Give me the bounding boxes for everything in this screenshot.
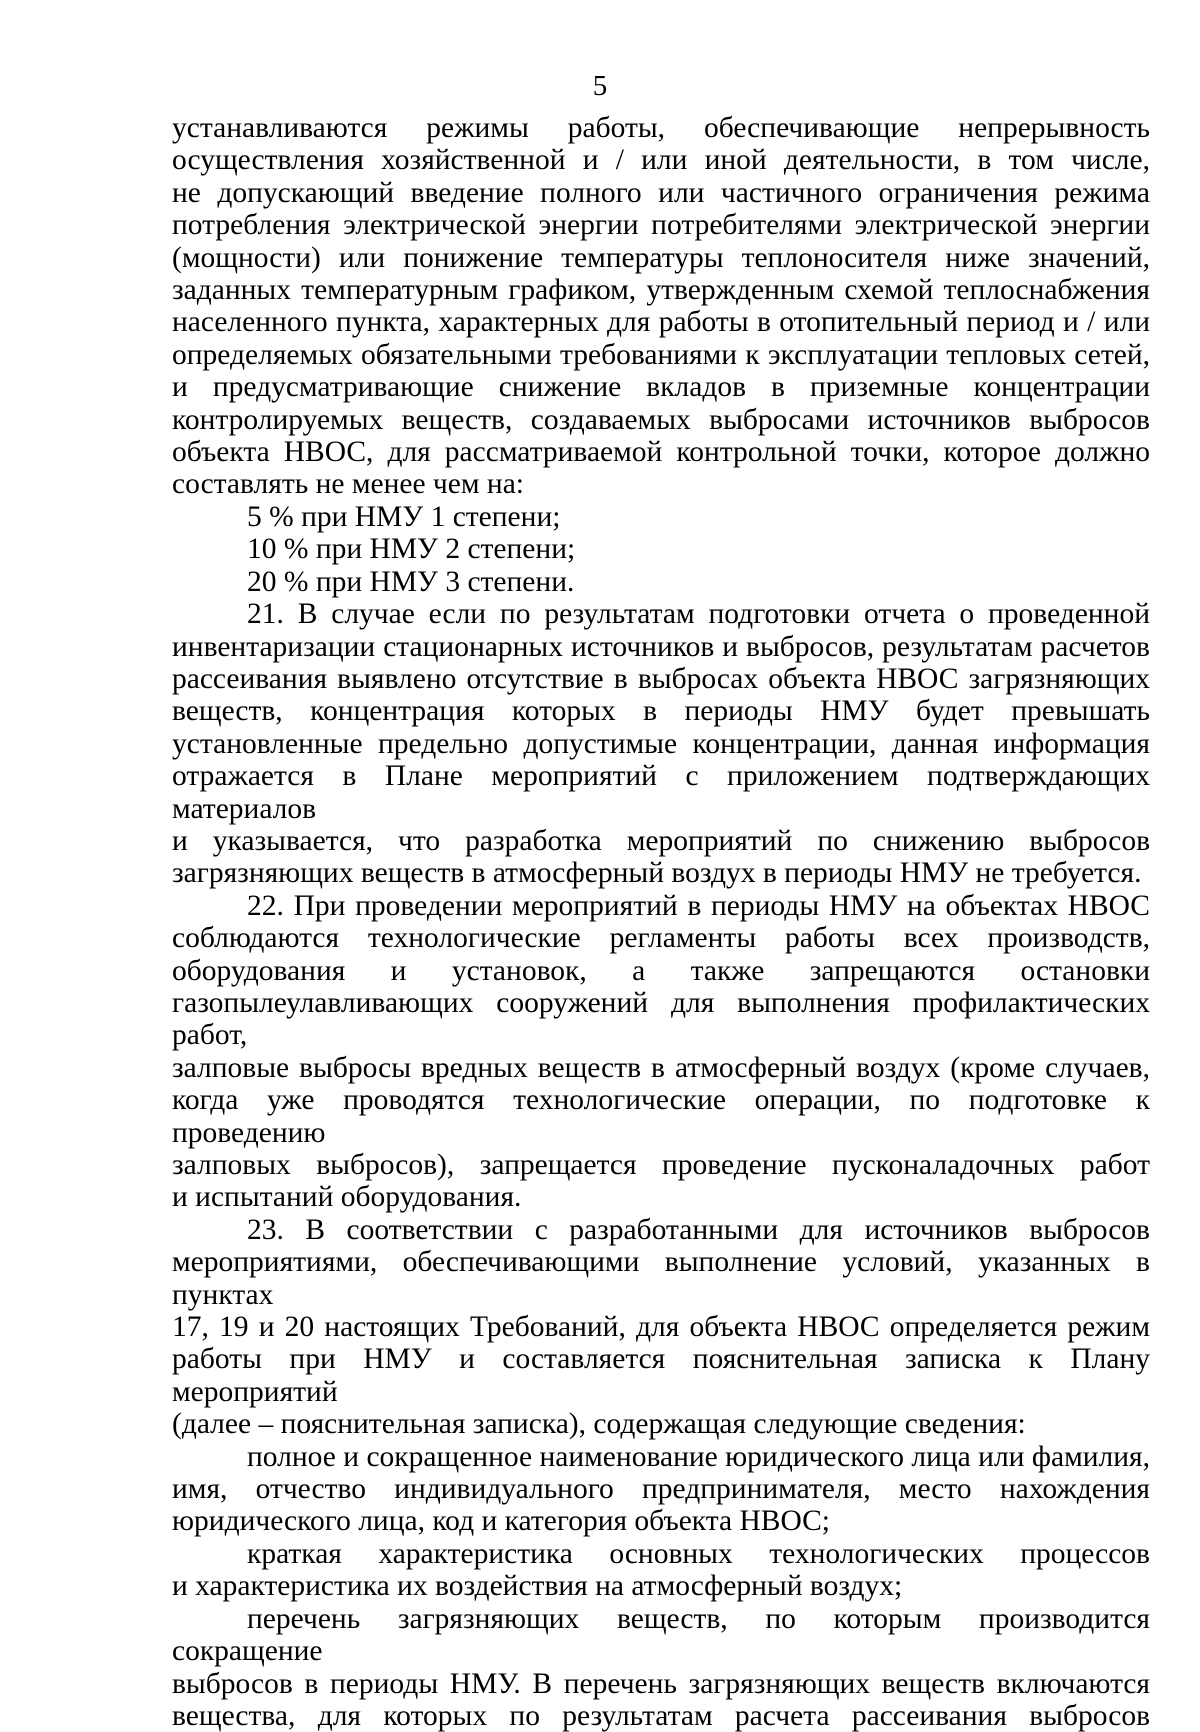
text-line: населенного пункта, характерных для работы в отопительный период и / или — [172, 306, 1150, 339]
degree-item: 20 % при НМУ 3 степени. — [247, 565, 575, 598]
text-line: (далее – пояснительная записка), содержащая следующие сведения: — [172, 1408, 1026, 1441]
page-number: 5 — [592, 70, 608, 102]
degree-item: 10 % при НМУ 2 степени; — [247, 533, 576, 566]
text-line: определяемых обязательными требованиями к эксплуатации тепловых сетей, — [172, 338, 1150, 371]
text-line: выбросов в периоды НМУ. В перечень загрязняющих веществ включаются — [172, 1667, 1150, 1700]
text-line: заданных температурным графиком, утвержденным схемой теплоснабжения — [172, 274, 1150, 307]
paragraph-21 — [172, 598, 1150, 890]
text-line: рассеивания выявлено отсутствие в выбросах объекта НВОС загрязняющих — [172, 662, 1150, 695]
text-line: (мощности) или понижение температуры теплоносителя ниже значений, — [172, 241, 1150, 274]
text-line: и испытаний оборудования. — [172, 1181, 522, 1214]
text-line: отражается в Плане мероприятий с приложением подтверждающих материалов — [172, 760, 1150, 825]
text-line: веществ, концентрация которых в периоды НМУ будет превышать — [172, 695, 1150, 728]
item-processes-paragraph — [172, 1538, 1150, 1603]
text-line: 21. В случае если по результатам подготовки отчета о проведенной — [247, 598, 1150, 631]
text-line: установленные предельно допустимые концентрации, данная информация — [172, 727, 1150, 760]
intro-paragraph — [172, 112, 1150, 501]
text-line: перечень загрязняющих веществ, по которым производится сокращение — [172, 1602, 1150, 1668]
paragraph-23 — [172, 1214, 1150, 1441]
text-line: 23. В соответствии с разработанными для источников выбросов — [247, 1213, 1150, 1246]
degree-item: 5 % при НМУ 1 степени; — [247, 500, 561, 533]
text-line: потребления электрической энергии потребителями электрической энергии — [172, 209, 1150, 242]
document-body — [172, 112, 1150, 1732]
text-line: когда уже проводятся технологические операции, по подготовке к проведению — [172, 1084, 1150, 1149]
text-line: загрязняющих веществ в атмосферный воздух в периоды НМУ не требуется. — [172, 857, 1142, 890]
text-line: 17, 19 и 20 настоящих Требований, для объекта НВОС определяется режим — [172, 1311, 1150, 1344]
paragraph-22 — [172, 890, 1150, 1214]
text-line: и предусматривающие снижение вкладов в приземные концентрации — [172, 371, 1150, 404]
text-line: мероприятиями, обеспечивающими выполнение условий, указанных в пунктах — [172, 1246, 1150, 1311]
text-line: залповых выбросов), запрещается проведение пусконаладочных работ — [172, 1149, 1150, 1181]
item-pollutants-paragraph — [172, 1603, 1150, 1732]
text-line: имя, отчество индивидуального предпринимателя, место нахождения — [172, 1473, 1150, 1506]
text-line: полное и сокращенное наименование юридического лица или фамилия, — [247, 1440, 1150, 1473]
text-line: контролируемых веществ, создаваемых выбросами источников выбросов — [172, 403, 1150, 436]
text-line: инвентаризации стационарных источников и выбросов, результатам расчетов — [172, 630, 1150, 663]
text-line: и характеристика их воздействия на атмосферный воздух; — [172, 1570, 903, 1603]
text-line: юридического лица, код и категория объекта НВОС; — [172, 1505, 830, 1538]
text-line: соблюдаются технологические регламенты работы всех производств, — [172, 922, 1150, 955]
text-line: залповые выбросы вредных веществ в атмосферный воздух (кроме случаев, — [172, 1051, 1150, 1084]
degree-list — [172, 501, 1150, 598]
text-line: и указывается, что разработка мероприятий по снижению выбросов — [172, 824, 1150, 857]
text-line: не допускающий введение полного или частичного ограничения режима — [172, 176, 1150, 209]
text-line: газопылеулавливающих сооружений для выполнения профилактических работ, — [172, 986, 1150, 1052]
text-line: осуществления хозяйственной и / или иной деятельности, в том числе, — [172, 144, 1150, 177]
text-line: краткая характеристика основных технологических процессов — [247, 1537, 1150, 1570]
text-line: оборудования и установок, а также запрещаются остановки — [172, 954, 1150, 987]
text-line: объекта НВОС, для рассматриваемой контрольной точки, которое должно — [172, 436, 1150, 469]
text-line: вещества, для которых по результатам расчета рассеивания выбросов — [172, 1699, 1150, 1732]
text-line: 22. При проведении мероприятий в периоды НМУ на объектах НВОС — [247, 889, 1150, 922]
text-line: составлять не менее чем на: — [172, 468, 524, 501]
text-line: работы при НМУ и составляется пояснительная записка к Плану мероприятий — [172, 1343, 1150, 1408]
item-name-paragraph — [172, 1441, 1150, 1538]
text-line: устанавливаются режимы работы, обеспечивающие непрерывность — [172, 112, 1150, 144]
